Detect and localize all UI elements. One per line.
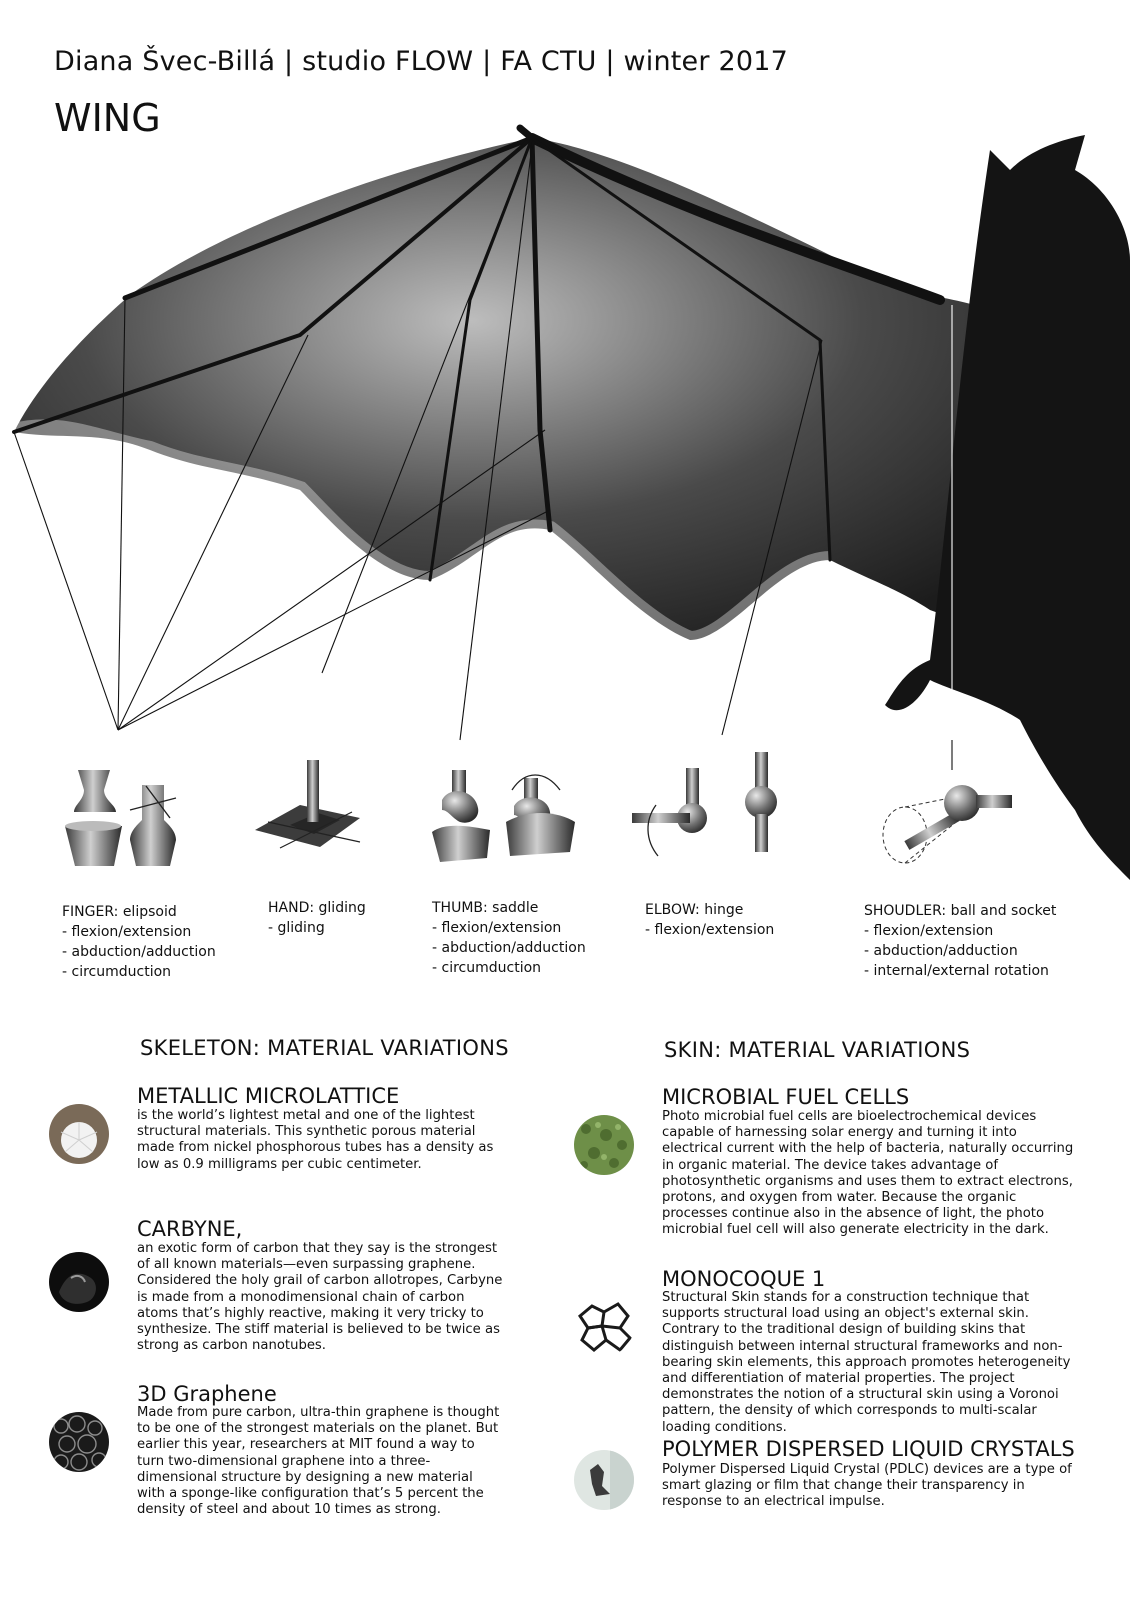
poster-subtitle: Diana Švec-Billá | studio FLOW | FA CTU | winter 2017 — [54, 46, 788, 77]
joint-title: HAND: gliding — [268, 900, 366, 916]
material-title: METALLIC MICROLATTICE — [137, 1084, 400, 1108]
material-description: Photo microbial fuel cells are bioelectrochemical devices capable of harnessing solar energy and turning it into electrical current with the help of bacteria, naturally occurring in organic material. The device takes advantage of photosynthetic organisms and uses them to extract electrons, protons, and oxygen from water. Because the organic processes continue also in the absence of light, the photo microbial fuel cell will also generate electricity in the dark. — [662, 1109, 1074, 1238]
joint-movement: - gliding — [268, 920, 325, 936]
poster-title: WING — [54, 96, 161, 140]
monocoque-thumbnail — [574, 1296, 634, 1356]
material-description: Polymer Dispersed Liquid Crystal (PDLC) devices are a type of smart glazing or film that change their transparency in response to an electrical impulse. — [662, 1462, 1072, 1510]
joint-label-thumb — [432, 898, 586, 978]
microlattice-thumbnail — [49, 1104, 109, 1164]
material-title: CARBYNE, — [137, 1217, 243, 1241]
joint-label-hand — [268, 898, 366, 938]
pdlc-thumbnail — [574, 1450, 634, 1510]
joint-label-shoulder — [864, 901, 1056, 981]
joint-label-elbow — [645, 900, 774, 940]
joint-title: THUMB: saddle — [432, 900, 539, 916]
microbial-fuel-cell-thumbnail — [574, 1115, 634, 1175]
wing-membrane — [14, 138, 1030, 660]
finger-joint-render — [65, 770, 176, 866]
joint-title: FINGER: elipsoid — [62, 904, 177, 920]
joint-movement: - flexion/extension — [432, 920, 562, 936]
joint-movement: - circumduction — [62, 964, 172, 980]
material-description: Structural Skin stands for a construction technique that supports structural load using an object's external skin. Contrary to the traditional design of building skins that distinguish between internal structural frameworks and non-bearing skin elements, this approach promotes heterogeneity and differentiation of material properties. The project demonstrates the notion of a structural skin using a Voronoi pattern, the density of which corresponds to multi-scalar loading conditions. — [662, 1290, 1071, 1435]
joint-movement: - flexion/extension — [864, 923, 994, 939]
joint-movement: - abduction/adduction — [432, 940, 586, 956]
material-title: POLYMER DISPERSED LIQUID CRYSTALS — [662, 1437, 1075, 1461]
material-title: MONOCOQUE 1 — [662, 1267, 826, 1291]
material-title: 3D Graphene — [137, 1382, 277, 1406]
joint-title: ELBOW: hinge — [645, 902, 744, 918]
elbow-joint-render — [632, 752, 777, 856]
joint-title: SHOUDLER: ball and socket — [864, 903, 1057, 919]
carbyne-thumbnail — [49, 1252, 109, 1312]
material-title: MICROBIAL FUEL CELLS — [662, 1085, 910, 1109]
skin-section-heading: SKIN: MATERIAL VARIATIONS — [664, 1038, 971, 1062]
material-description: Made from pure carbon, ultra-thin graphene is thought to be one of the strongest materials on the planet. But earlier this year, researchers at MIT found a way to turn two-dimensional graphene into a three-dimensional structure by designing a new material with a sponge-like configuration that’s 5 percent the density of steel and about 10 times as strong. — [137, 1405, 500, 1518]
joint-movement: - flexion/extension — [645, 922, 775, 938]
joint-movement: - circumduction — [432, 960, 542, 976]
skeleton-section-heading: SKELETON: MATERIAL VARIATIONS — [140, 1036, 509, 1060]
hand-joint-render — [255, 760, 360, 848]
joint-movement: - flexion/extension — [62, 924, 192, 940]
thumb-joint-render — [432, 770, 575, 862]
joint-movement: - abduction/adduction — [864, 943, 1018, 959]
joint-movement: - internal/external rotation — [864, 963, 1049, 979]
graphene-thumbnail — [49, 1412, 109, 1472]
joint-label-finger — [62, 902, 216, 982]
shoulder-joint-render — [883, 785, 1012, 863]
material-description: an exotic form of carbon that they say is the strongest of all known materials—even surpassing graphene. Considered the holy grail of carbon allotropes, Carbyne is made from a monodimensional chain of carbon atoms that’s highly reactive, making it very tricky to synthesize. The stiff material is believed to be twice as strong as carbon nanotubes. — [137, 1241, 503, 1354]
joint-movement: - abduction/adduction — [62, 944, 216, 960]
material-description: is the world’s lightest metal and one of the lightest structural materials. This synthetic porous material made from nickel phosphorous tubes has a density as low as 0.9 milligrams per cubic centimeter. — [137, 1108, 494, 1172]
